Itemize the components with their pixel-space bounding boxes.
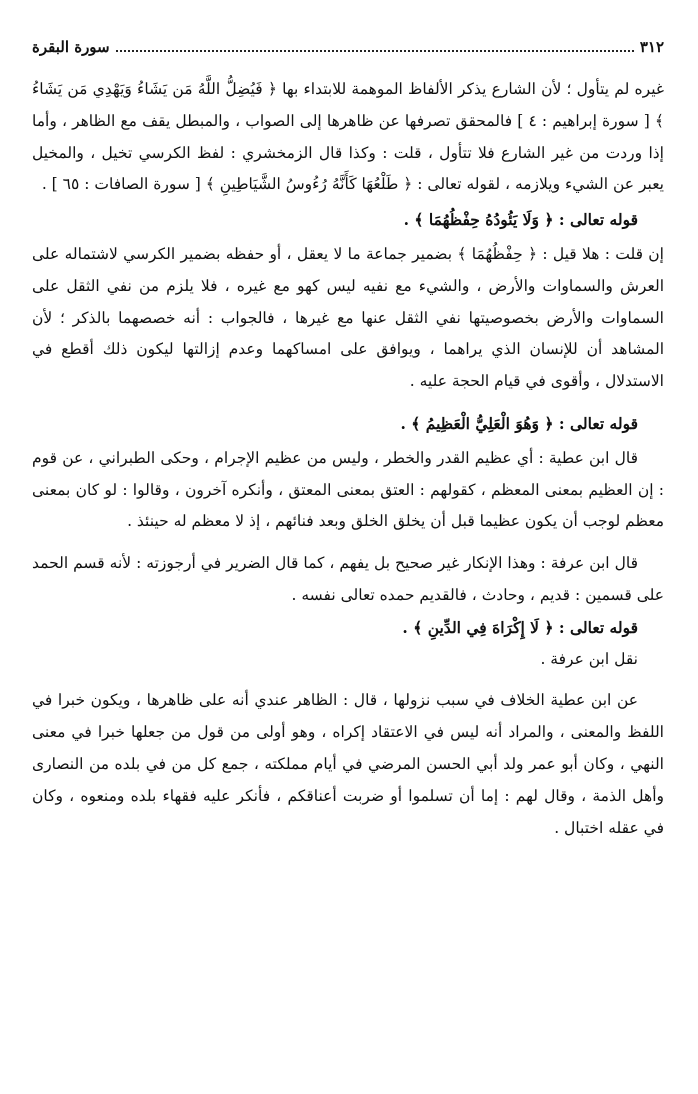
verse-heading: قوله تعالى : ﴿ وَهُوَ الْعَلِيُّ الْعَظِيمُ ﴾ .	[400, 413, 638, 433]
paragraph: إن قلت : هلا قيل : ﴿ حِفْظُهُمَا ﴾ بضمير جماعة ما لا يعقل ، أو حفظه بضمير الكرسي لاشتماله على العرش والسماوات والأرض ، والشيء مع نفيه ليس كهو مع غيره ، فلا يلزم من نفي الثقل على السماوات والأرض بخصوصيتها نفي الثقل عنها مع غيرها ، فالجواب : أنه خصصهما بالذكر ؛ لأن المشاهد أن للإنسان الذي يراهما ، ويوافق على امساكهما وعدم إزالتها ليكون ذلك أقطع في الاستدلال ، وأقوى في قيام الحجة عليه .	[32, 244, 664, 391]
page-number: ٣١٢	[639, 38, 664, 56]
page-body	[32, 74, 664, 844]
paragraph: عن ابن عطية الخلاف في سبب نزولها ، قال : الظاهر عندي أنه على ظاهرها ، ويكون خبرا في اللفظ والمعنى ، والمراد أنه ليس في الاعتقاد إكراه ، وهو أولى من قول من جعلها خبرا في معنى النهي ، وكان أبو عمر ولد أبي الحسن المرضي في أيام مملكته ، جمع كل من في بلده من النصارى وأهل الذمة ، وقال لهم : إما أن تسلموا أو ضربت أعناقكم ، فأنكر عليه فقهاء بلده ومنعوه ، وكان في عقله اختبال .	[32, 691, 664, 837]
paragraph: قال ابن عرفة : وهذا الإنكار غير صحيح بل يفهم ، كما قال الضرير في أرجوزته : لأنه قسم الحمد على قسمين : قديم ، وحادث ، فالقديم حمده تعالى نفسه .	[32, 554, 664, 604]
paragraph: قال ابن عطية : أي عظيم القدر والخطر ، وليس من عظيم الإجرام ، وحكى الطبراني ، عن قوم : إن العظيم بمعنى المعظم ، كقولهم : العتق بمعنى المعتق ، وأنكره آخرون ، وقالوا : لو كان بمعنى معظم لوجب أن يكون عظيما قبل أن يخلق الخلق وبعد فنائهم ، إذ لا معظم له حينئذ .	[32, 448, 664, 531]
verse-heading: قوله تعالى : ﴿ لَا إِكْرَاهَ فِي الدِّينِ ﴾ .	[402, 617, 638, 637]
header-dotted-leader	[116, 48, 634, 52]
surah-title: سورة البقرة	[32, 38, 110, 56]
verse-heading: قوله تعالى : ﴿ وَلَا يَئُودُهُ حِفْظُهُمَا ﴾ .	[403, 210, 638, 230]
paragraph-continuation: غيره لم يتأول ؛ لأن الشارع يذكر الألفاظ الموهمة للابتداء بها ﴿ فَيُضِلُّ اللَّهُ مَن يَشَاءُ وَيَهْدِي مَن يَشَاءُ ﴾ [ سورة إبراهيم : ٤ ] فالمحقق تصرفها عن ظاهرها إلى الصواب ، والمبطل يقف مع الظاهر ، وأما إذا وردت من غير الشارع فلا تتأول ، قلت : وكذا قال الزمخشري : لفظ الكرسي تخيل ، والمخيل يعبر عن الشيء ويلازمه ، لقوله تعالى : ﴿ طَلْعُهَا كَأَنَّهُ رُءُوسُ الشَّيَاطِينِ ﴾ [ سورة الصافات : ٦٥ ] .	[32, 80, 665, 194]
page-header	[32, 28, 664, 58]
paragraph: نقل ابن عرفة .	[540, 649, 638, 668]
